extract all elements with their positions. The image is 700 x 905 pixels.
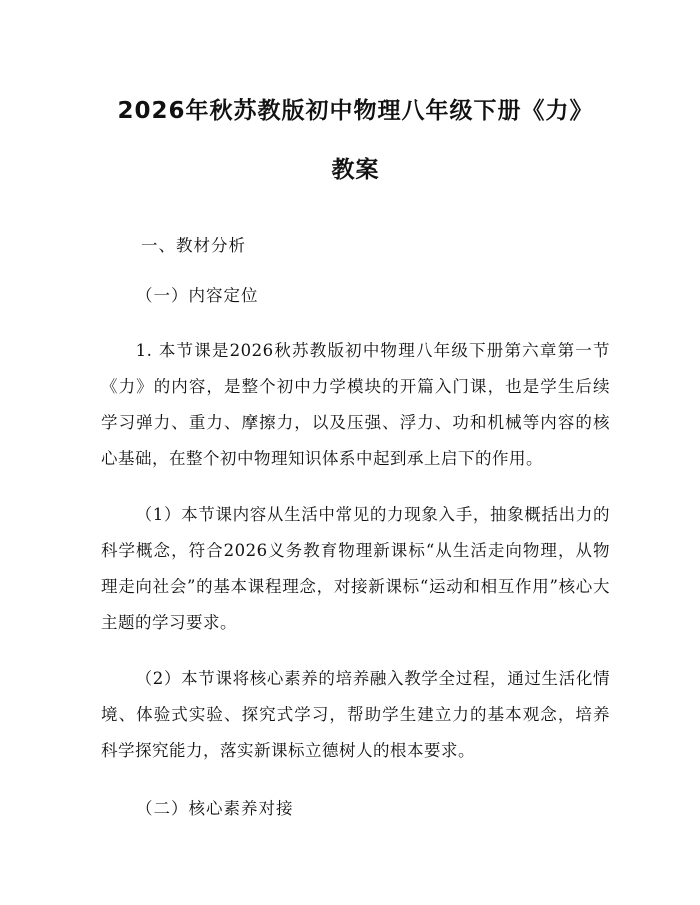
subsection-heading-core-literacy: （二）核心素养对接: [136, 799, 294, 818]
paragraph-1: 1. 本节课是2026秋苏教版初中物理八年级下册第六章第一节《力》的内容，是整个初中力学模块的开篇入门课，也是学生后续学习弹力、重力、摩擦力，以及压强、浮力、功和机械等内容的核心基础，在整个初中物理知识体系中起到承上启下的作用。: [101, 341, 610, 468]
paragraph-3: （2）本节课将核心素养的培养融入教学全过程，通过生活化情境、体验式实验、探究式学习，帮助学生建立力的基本观念，培养科学探究能力，落实新课标立德树人的根本要求。: [101, 669, 610, 760]
paragraph-2: （1）本节课内容从生活中常见的力现象入手，抽象概括出力的科学概念，符合2026义务教育物理新课标“从生活走向物理，从物理走向社会”的基本课程理念，对接新课标“运动和相互作用”核心大主题的学习要求。: [101, 505, 610, 632]
title-line-1: 2026年秋苏教版初中物理八年级下册《力》: [117, 98, 594, 124]
document-title: [101, 0, 610, 194]
title-line-2: 教案: [331, 157, 380, 183]
subsection-heading-content-positioning: （一）内容定位: [136, 286, 259, 305]
section-heading-textbook-analysis: 一、教材分析: [141, 236, 246, 255]
